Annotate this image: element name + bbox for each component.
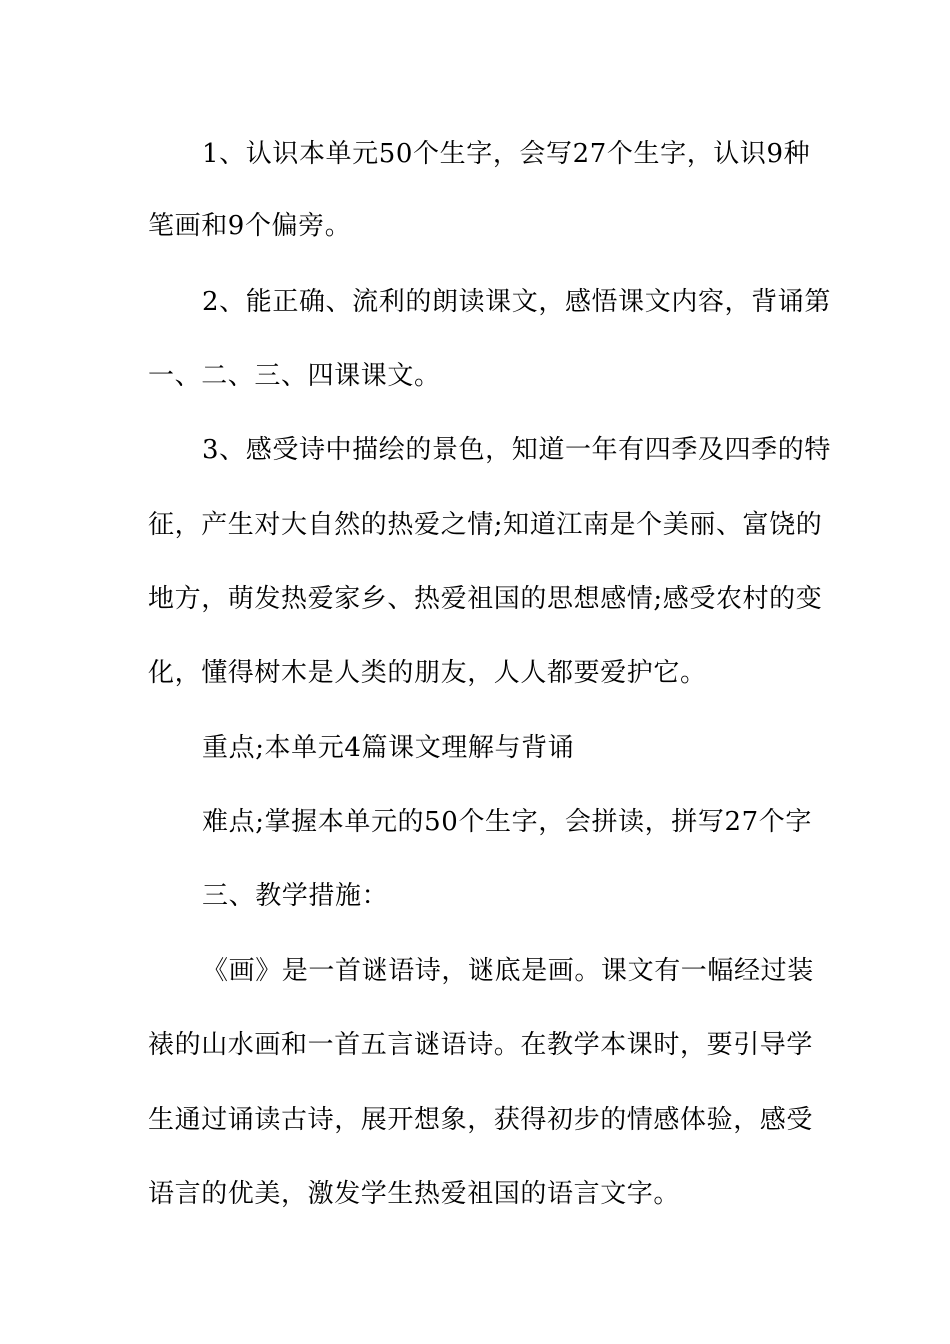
key-points-line: 重点;本单元4篇课文理解与背诵 [202,733,575,763]
measures-line-3: 生通过诵读古诗，展开想象，获得初步的情感体验，感受 [148,1105,814,1135]
difficulties-line: 难点;掌握本单元的50个生字，会拼读，拼写27个字 [202,807,812,837]
section-heading: 三、教学措施： [202,881,389,911]
measures-line-1: 《画》是一首谜语诗，谜底是画。课文有一幅经过装 [202,956,814,986]
objective-2-line-2: 一、二、三、四课课文。 [148,361,441,391]
objective-3-line-4: 化，懂得树木是人类的朋友，人人都要爱护它。 [148,658,707,688]
objective-2-line-1: 2、能正确、流利的朗读课文，感悟课文内容，背诵第 [202,287,831,317]
objective-1-line-2: 笔画和9个偏旁。 [148,211,352,241]
measures-line-4: 语言的优美，激发学生热爱祖国的语言文字。 [148,1179,681,1209]
measures-line-2: 裱的山水画和一首五言谜语诗。在教学本课时，要引导学 [148,1030,814,1060]
objective-3-line-3: 地方，萌发热爱家乡、热爱祖国的思想感情;感受农村的变 [148,584,823,614]
objective-3-line-1: 3、感受诗中描绘的景色，知道一年有四季及四季的特 [202,435,831,465]
objective-3-line-2: 征，产生对大自然的热爱之情;知道江南是个美丽、富饶的 [148,510,823,540]
objective-1-line-1: 1、认识本单元50个生字，会写27个生字，认识9种 [202,139,811,169]
